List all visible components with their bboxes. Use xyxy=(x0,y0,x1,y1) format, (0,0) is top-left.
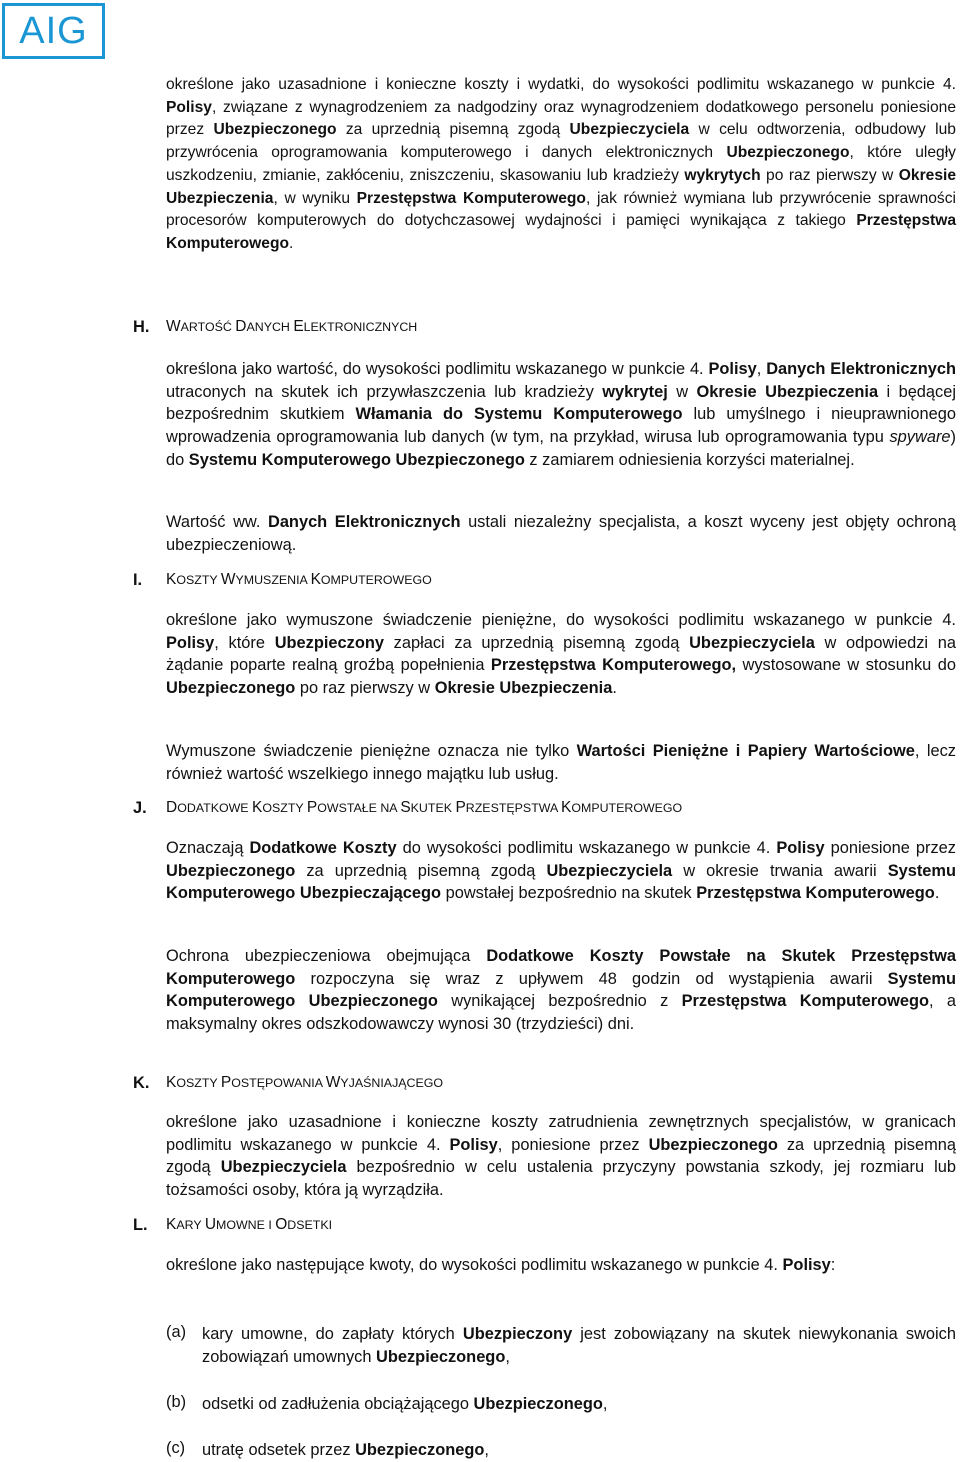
text-run: określona jako wartość, do wysokości podlimitu wskazanego w punkcie 4. xyxy=(166,360,709,378)
text-run: ) do xyxy=(166,428,956,469)
text-run: odsetki od zadłużenia obciążającego xyxy=(202,1395,474,1413)
heading-smallcaps: ANYCH xyxy=(246,320,294,334)
paragraph-i-2 xyxy=(166,740,956,785)
text-run: , xyxy=(484,1441,489,1459)
section-letter-h: H. xyxy=(133,318,150,336)
heading-smallcaps: OMPUTEROWEGO xyxy=(571,801,683,815)
bold-term: Przestępstwa Komputerowego, xyxy=(490,656,737,675)
text-run: i będącej bezpośrednim skutkiem xyxy=(166,382,956,424)
heading-smallcaps: KUTEK xyxy=(410,801,456,815)
aig-logo xyxy=(2,3,105,59)
paragraph-h-1 xyxy=(166,358,956,472)
bold-term: Polisy xyxy=(782,1256,831,1274)
bold-term: Wartości Pieniężne i Papiery Wartościowe xyxy=(576,742,915,760)
heading-smallcaps: OSZTY xyxy=(176,573,221,587)
heading-capital: K xyxy=(252,799,263,816)
bold-term: Polisy xyxy=(708,360,757,378)
section-letter-j: J. xyxy=(133,799,147,817)
text-run: jest zobowiązany na skutek niewykonania swoich zobowiązań umownych xyxy=(202,1325,956,1366)
text-run: , które xyxy=(214,633,275,652)
heading-capital: P xyxy=(455,799,466,816)
text-run: wystosowane w stosunku do xyxy=(736,656,957,675)
text-run: w celu odtworzenia, odbudowy lub przywrócenia oprogramowania komputerowego i danych elektronicznych xyxy=(166,121,956,162)
section-letter-l: L. xyxy=(133,1216,148,1234)
text-run: . xyxy=(934,884,940,903)
section-title-l xyxy=(166,1216,332,1234)
text-run: : xyxy=(830,1256,836,1274)
text-run: określone jako wymuszone świadczenie pieniężne, do wysokości podlimitu wskazanego w punkcie 4. xyxy=(166,611,956,629)
section-letter-k: K. xyxy=(133,1074,150,1092)
heading-capital: P xyxy=(220,1074,232,1091)
bold-term: Systemu Komputerowego Ubezpieczającego xyxy=(166,861,957,903)
heading-capital: K xyxy=(561,799,572,816)
heading-capital: O xyxy=(275,1216,288,1233)
text-run: określone jako uzasadnione i konieczne koszty zatrudnienia zewnętrznych specjalistów, w granicach podlimitu wskazanego w punkcie 4. xyxy=(166,1113,956,1154)
bold-term: Przestępstwa Komputerowego xyxy=(356,189,586,207)
list-item-label-c: (c) xyxy=(166,1439,186,1457)
heading-smallcaps: OMPUTEROWEGO xyxy=(320,573,432,587)
text-run: , lecz również wartość wszelkiego innego majątku lub usług. xyxy=(166,742,957,783)
text-run: za uprzednią pisemną zgodą xyxy=(166,1135,956,1177)
bold-term: Ubezpieczonego xyxy=(473,1395,603,1413)
text-run: . xyxy=(612,679,617,698)
text-run: , a maksymalny okres odszkodowawczy wynosi 30 (trzydzieści) dni. xyxy=(166,992,957,1034)
heading-smallcaps: OSTĘPOWANIA xyxy=(231,1076,326,1090)
heading-capital: D xyxy=(166,799,178,816)
list-item-a xyxy=(202,1323,956,1368)
text-run: poniesione przez xyxy=(824,839,956,857)
bold-term: Ubezpieczonego xyxy=(376,1347,506,1366)
list-item-c xyxy=(202,1439,956,1462)
list-item-label-b: (b) xyxy=(166,1393,187,1411)
paragraph-top xyxy=(166,74,956,256)
section-title-j xyxy=(166,799,682,817)
text-run: , poniesione przez xyxy=(497,1135,649,1154)
heading-smallcaps: OSZTY xyxy=(176,1076,221,1090)
text-run: Wymuszone świadczenie pieniężne oznacza nie tylko xyxy=(166,742,577,760)
bold-term: wykrytej xyxy=(602,382,668,401)
heading-capital: K xyxy=(166,571,177,588)
bold-term: Przestępstwa Komputerowego xyxy=(681,992,930,1011)
text-run: Oznaczają xyxy=(166,839,250,857)
bold-term: wykrytych xyxy=(684,166,761,184)
heading-smallcaps: LEKTRONICZNYCH xyxy=(303,320,418,334)
text-run: określone jako następujące kwoty, do wysokości podlimitu wskazanego w punkcie 4. xyxy=(166,1256,783,1274)
text-run: wynikającej bezpośrednio z xyxy=(437,992,682,1011)
text-run: , jak również wymiana lub przywrócenie sprawności procesorów komputerowych do dotychczasowej wydajności i pamięci wynikająca z takiego xyxy=(166,189,956,230)
section-letter-i: I. xyxy=(133,571,143,589)
bold-term: Ubezpieczonego xyxy=(726,144,850,162)
text-run: w okresie trwania awarii xyxy=(672,861,888,880)
heading-capital: W xyxy=(166,318,181,335)
text-run: ustali niezależny specjalista, a koszt wyceny jest objęty ochroną ubezpieczeniową. xyxy=(166,513,956,554)
bold-term: Ubezpieczonego xyxy=(166,861,296,880)
paragraph-l-1 xyxy=(166,1254,956,1277)
text-run: w odpowiedzi na żądanie poparte realną groźbą popełnienia xyxy=(166,633,956,675)
heading-capital: U xyxy=(204,1216,217,1233)
text-run: powstałej bezpośrednio na skutek xyxy=(441,884,697,903)
text-run: , xyxy=(756,360,767,378)
heading-smallcaps: OWSTAŁE NA xyxy=(317,801,401,815)
section-title-h xyxy=(166,318,417,336)
text-run: po raz pierwszy w xyxy=(295,679,435,698)
bold-term: Ubezpieczyciela xyxy=(569,121,690,139)
bold-term: Okresie Ubezpieczenia xyxy=(166,166,957,207)
paragraph-i-1 xyxy=(166,609,956,700)
section-title-k xyxy=(166,1074,443,1092)
bold-term: Ubezpieczonego xyxy=(355,1441,485,1459)
text-run: określone jako uzasadnione i konieczne koszty i wydatki, do wysokości podlimitu wskazanego w punkcie 4. xyxy=(166,76,956,93)
bold-term: Okresie Ubezpieczenia xyxy=(434,679,613,698)
bold-term: Polisy xyxy=(449,1135,498,1154)
heading-capital: K xyxy=(310,571,321,588)
heading-smallcaps: YJAŚNIAJĄCEGO xyxy=(340,1076,444,1090)
text-run: Ochrona ubezpieczeniowa obejmująca xyxy=(166,947,487,965)
bold-term: Ubezpieczyciela xyxy=(689,633,815,652)
paragraph-j-1 xyxy=(166,837,956,905)
bold-term: Ubezpieczonego xyxy=(648,1135,778,1154)
text-run: , xyxy=(602,1395,608,1413)
bold-term: Ubezpieczonego xyxy=(213,121,337,139)
text-run: , związane z wynagrodzeniem za nadgodziny oraz wynagrodzeniem dodatkowego personelu poniesione przez xyxy=(166,98,956,139)
text-run: Wartość ww. xyxy=(166,513,268,531)
bold-term: Ubezpieczony xyxy=(462,1325,573,1343)
bold-term: Ubezpieczonego xyxy=(166,679,296,698)
text-run: za uprzednią pisemną zgodą xyxy=(336,121,570,139)
bold-term: Ubezpieczyciela xyxy=(546,861,673,880)
bold-term: Systemu Komputerowego Ubezpieczonego xyxy=(188,450,525,469)
bold-term: Danych Elektronicznych xyxy=(766,360,956,378)
text-run: utratę odsetek przez xyxy=(202,1441,356,1459)
bold-term: Dodatkowe Koszty xyxy=(249,839,397,857)
text-run: , które uległy uszkodzeniu, zmianie, zakłóceniu, zniszczeniu, skasowaniu lub kradzieży xyxy=(166,144,956,184)
bold-term: Polisy xyxy=(166,98,212,116)
heading-capital: K xyxy=(166,1216,177,1233)
section-title-i xyxy=(166,571,432,589)
bold-term: Przestępstwa Komputerowego xyxy=(696,884,935,903)
text-run: lub umyślnego i nieuprawnionego wprowadzenia oprogramowania lub danych (w tym, na przykład, wirusa lub oprogramowania typu xyxy=(166,405,956,447)
bold-term: Włamania do Systemu Komputerowego xyxy=(355,405,683,424)
heading-smallcaps: MOWNE I xyxy=(216,1218,276,1232)
heading-capital: W xyxy=(325,1074,341,1091)
text-run: bezpośrednio w celu ustalenia przyczyny powstania szkody, jej rozmiaru lub tożsamości osoby, która ją wyrządziła. xyxy=(166,1158,956,1200)
bold-term: Ubezpieczony xyxy=(274,633,384,652)
heading-capital: P xyxy=(306,799,318,816)
logo-text: AIG xyxy=(19,9,88,52)
bold-term: Dodatkowe Koszty Powstałe na Skutek Przestępstwa Komputerowego xyxy=(166,947,956,988)
heading-capital: K xyxy=(166,1074,177,1091)
text-run: , w wyniku xyxy=(273,189,357,207)
paragraph-h-2 xyxy=(166,511,956,556)
list-item-label-a: (a) xyxy=(166,1323,187,1341)
text-run: kary umowne, do zapłaty których xyxy=(202,1325,463,1343)
text-run: do wysokości podlimitu wskazanego w punkcie 4. xyxy=(396,839,777,857)
text-run: rozpoczyna się wraz z upływem 48 godzin od wystąpienia awarii xyxy=(295,969,888,988)
text-run: po raz pierwszy w xyxy=(760,166,899,184)
heading-smallcaps: DSETKI xyxy=(287,1218,333,1232)
heading-smallcaps: ARY xyxy=(176,1218,205,1232)
heading-smallcaps: RZESTĘPSTWA xyxy=(465,801,562,815)
heading-capital: W xyxy=(220,571,236,588)
heading-smallcaps: ODATKOWE xyxy=(177,801,253,815)
text-run: zapłaci za uprzednią pisemną zgodą xyxy=(383,633,690,652)
text-run: . xyxy=(289,234,294,252)
text-run: , xyxy=(505,1347,510,1366)
heading-capital: D xyxy=(235,318,247,335)
bold-term: Ubezpieczyciela xyxy=(220,1158,347,1177)
text-run: za uprzednią pisemną zgodą xyxy=(295,861,547,880)
bold-term: Polisy xyxy=(776,839,825,857)
text-run: z zamiarem odniesienia korzyści materialnej. xyxy=(524,450,855,469)
text-run: w xyxy=(667,382,697,401)
heading-smallcaps: OSZTY xyxy=(262,801,307,815)
heading-smallcaps: YMUSZENIA xyxy=(235,573,311,587)
heading-smallcaps: ARTOŚĆ xyxy=(180,320,236,334)
bold-term: Przestępstwa Komputerowego xyxy=(166,212,956,252)
paragraph-k-1 xyxy=(166,1111,956,1202)
bold-term: Systemu Komputerowego Ubezpieczonego xyxy=(166,969,956,1011)
bold-term: Polisy xyxy=(166,633,215,652)
heading-capital: E xyxy=(293,318,304,335)
heading-capital: S xyxy=(400,799,411,816)
bold-term: Okresie Ubezpieczenia xyxy=(696,382,879,401)
list-item-b xyxy=(202,1393,956,1416)
bold-term: Danych Elektronicznych xyxy=(267,513,461,531)
paragraph-j-2 xyxy=(166,945,956,1036)
italic-term: spyware xyxy=(889,428,951,447)
text-run: utraconych na skutek ich przywłaszczenia lub kradzieży xyxy=(166,382,603,401)
